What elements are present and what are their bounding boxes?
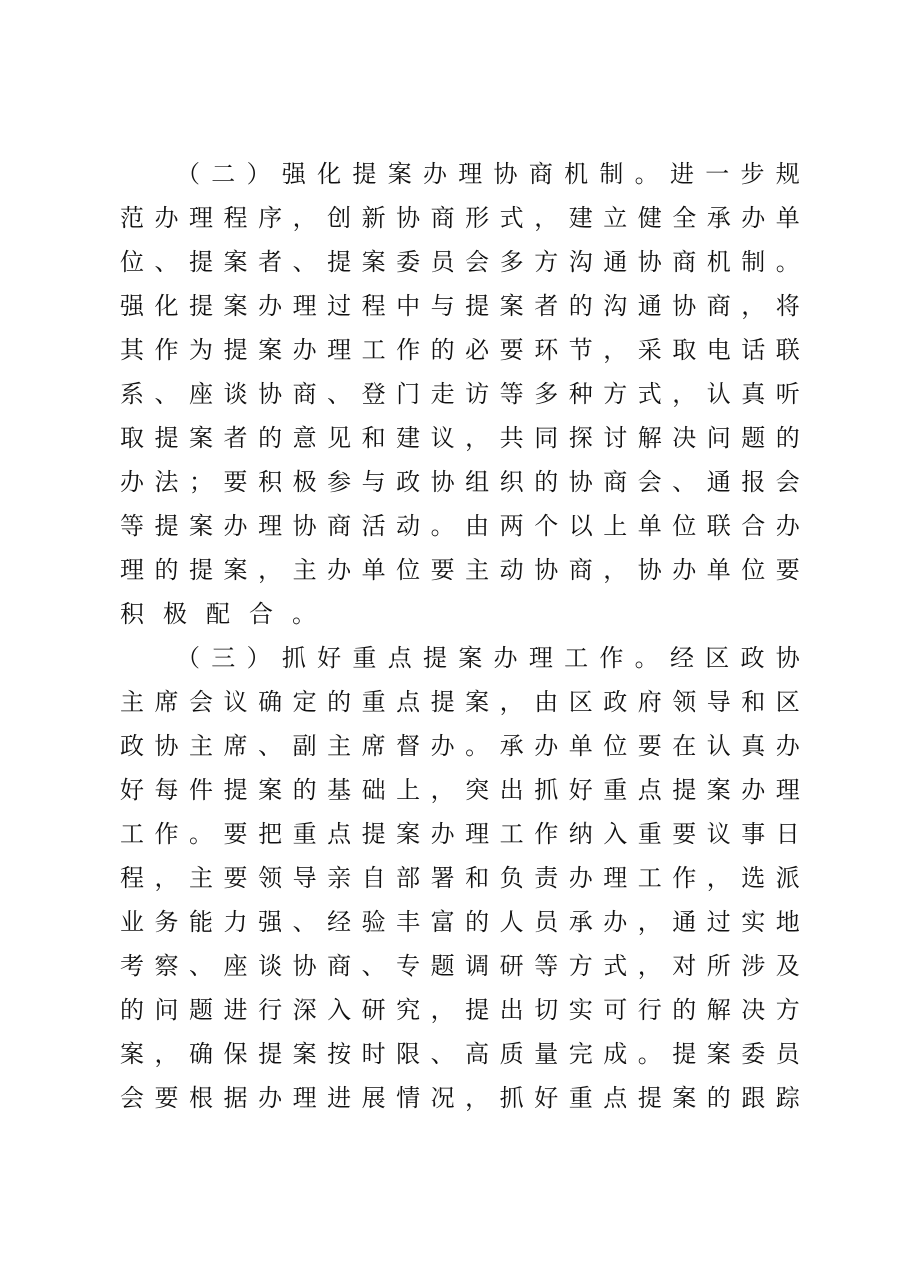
- text-line: 案 ， 确 保 提 案 按 时 限 、 高 质 量 完 成 。 提 案 委 员: [120, 1040, 800, 1068]
- text-line: 政 协 主 席 、 副 主 席 督 办 。 承 办 单 位 要 在 认 真 办: [120, 732, 800, 760]
- text-line: 位 、 提 案 者 、 提 案 委 员 会 多 方 沟 通 协 商 机 制 。: [120, 248, 800, 276]
- text-line: （ 二 ） 强 化 提 案 办 理 协 商 机 制 。 进 一 步 规: [176, 160, 800, 188]
- text-line: 办 法 ； 要 积 极 参 与 政 协 组 织 的 协 商 会 、 通 报 会: [120, 468, 800, 496]
- text-line: 系 、 座 谈 协 商 、 登 门 走 访 等 多 种 方 式 ， 认 真 听: [120, 380, 800, 408]
- text-line: 业 务 能 力 强 、 经 验 丰 富 的 人 员 承 办 ， 通 过 实 地: [120, 908, 800, 936]
- text-line: 强 化 提 案 办 理 过 程 中 与 提 案 者 的 沟 通 协 商 ， 将: [120, 292, 800, 320]
- text-line: （ 三 ） 抓 好 重 点 提 案 办 理 工 作 。 经 区 政 协: [176, 644, 800, 672]
- text-line: 取 提 案 者 的 意 见 和 建 议 ， 共 同 探 讨 解 决 问 题 的: [120, 424, 800, 452]
- text-line: 其 作 为 提 案 办 理 工 作 的 必 要 环 节 ， 采 取 电 话 联: [120, 336, 800, 364]
- text-line: 考 察 、 座 谈 协 商 、 专 题 调 研 等 方 式 ， 对 所 涉 及: [120, 952, 800, 980]
- text-line: 程 ， 主 要 领 导 亲 自 部 署 和 负 责 办 理 工 作 ， 选 派: [120, 864, 800, 892]
- text-line: 的 问 题 进 行 深 入 研 究 ， 提 出 切 实 可 行 的 解 决 方: [120, 996, 800, 1024]
- text-line: 好 每 件 提 案 的 基 础 上 ， 突 出 抓 好 重 点 提 案 办 理: [120, 776, 800, 804]
- paragraph-3: [120, 636, 800, 1120]
- text-line: 会 要 根 据 办 理 进 展 情 况 ， 抓 好 重 点 提 案 的 跟 踪: [120, 1084, 800, 1112]
- text-line: 等 提 案 办 理 协 商 活 动 。 由 两 个 以 上 单 位 联 合 办: [120, 512, 800, 540]
- text-line: 主 席 会 议 确 定 的 重 点 提 案 ， 由 区 政 府 领 导 和 区: [120, 688, 800, 716]
- text-line: 积 极 配 合 。: [120, 600, 316, 628]
- paragraph-2: [120, 152, 800, 636]
- document-body: [120, 152, 800, 1120]
- text-line: 范 办 理 程 序 ， 创 新 协 商 形 式 ， 建 立 健 全 承 办 单: [120, 204, 800, 232]
- text-line: 理 的 提 案 ， 主 办 单 位 要 主 动 协 商 ， 协 办 单 位 要: [120, 556, 800, 584]
- text-line: 工 作 。 要 把 重 点 提 案 办 理 工 作 纳 入 重 要 议 事 日: [120, 820, 800, 848]
